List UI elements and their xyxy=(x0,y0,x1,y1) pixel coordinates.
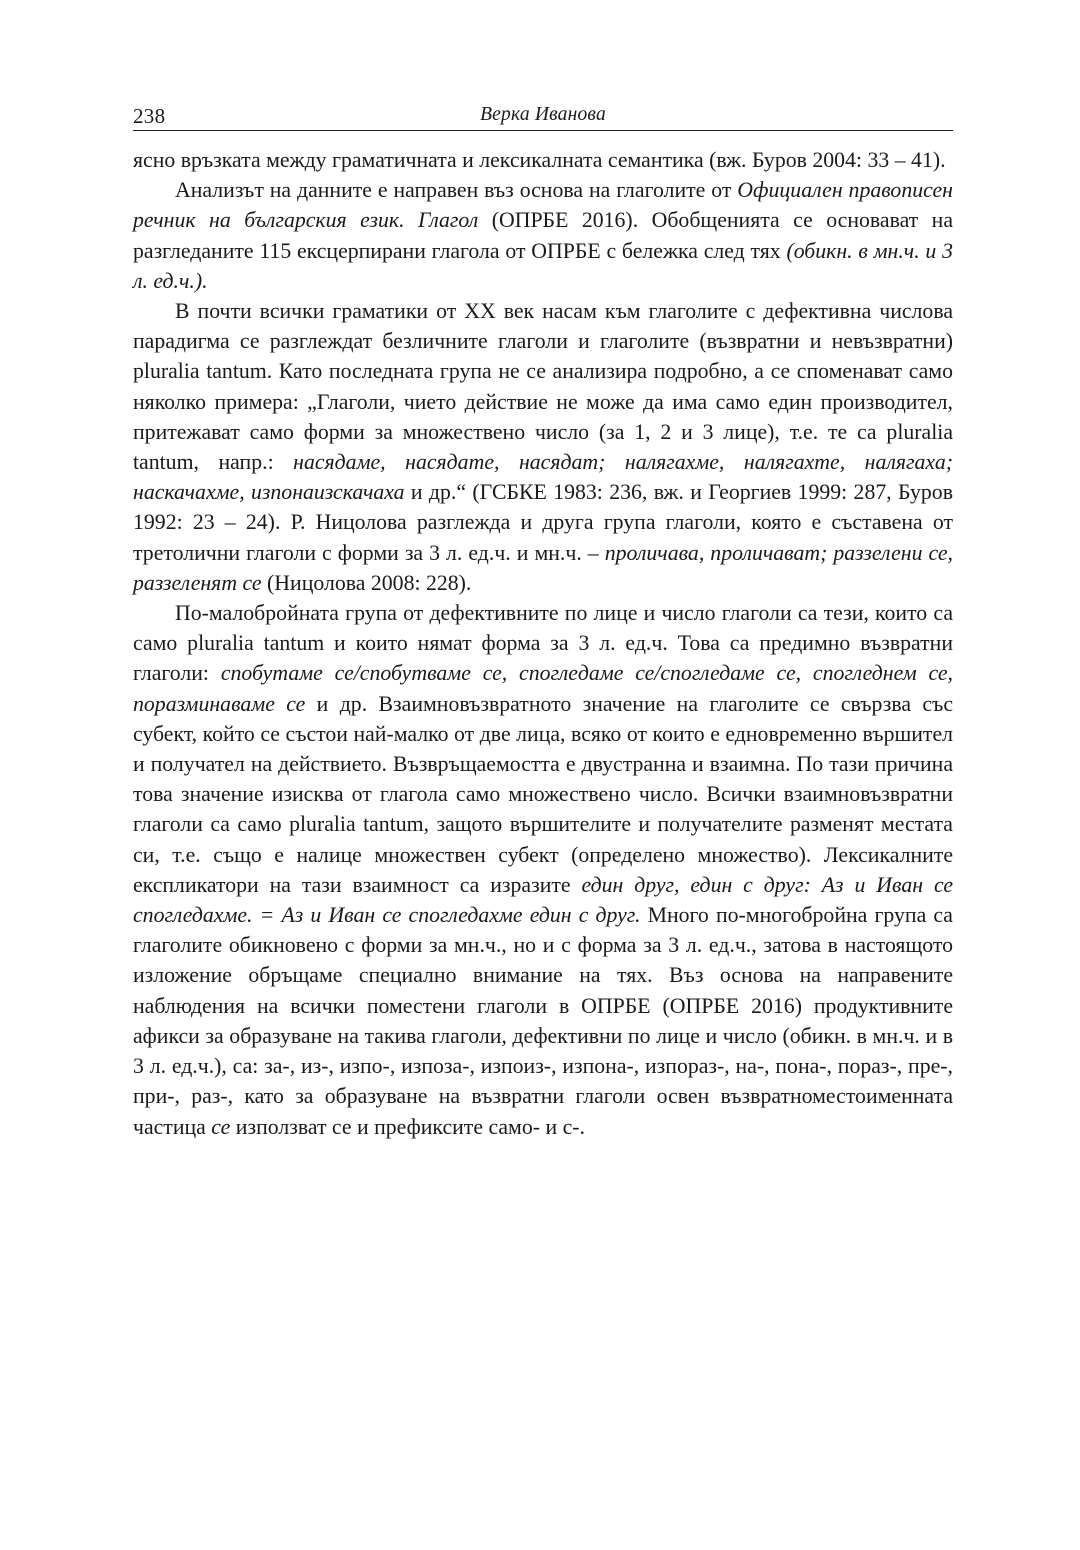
text-segment: По-малобройната група от дефективните по лице и число глаголи са тези, които са само pluralia tantum и които нямат форма за 3 л. ед.ч. Това са предимно възвратни глаголи: xyxy=(133,601,953,686)
running-head-author: Верка Иванова xyxy=(480,104,606,125)
italic-segment: спобутаме се/спобутваме се, споглeдаме се/спогледаме се, спогледнем се, поразминаваме се xyxy=(133,661,953,716)
text-segment: Анализът на данните е направен въз основа на глаголите от xyxy=(175,178,738,203)
page-header xyxy=(133,100,953,131)
italic-segment: (обикн. в мн.ч. и 3 л. ед.ч.). xyxy=(133,238,953,293)
text-segment: (Ницолова 2008: 228). xyxy=(261,570,472,595)
page-number: 238 xyxy=(133,104,166,128)
italic-segment: се xyxy=(211,1114,231,1139)
text-segment: и др. Взаимновъзвратното значение на глаголите се свързва със субект, който се състои най-малко от две лица, всяко от които е едновременно вършител и получател на действието. Възвръщаемостта е двустранна и взаимна. По тази причина това значение изисква от глагола само множествено число. Всички взаимновъзвратни глаголи са само pluralia tantum, защото вършителите и получателите разменят местата си, т.е. също е налице множествен субект (определено множество). Лексикалните експликатори на тази взаимност са изразите xyxy=(133,691,953,897)
text-segment: и др.“ (ГСБКЕ 1983: 236, вж. и Георгиев 1999: 287, Буров 1992: 23 – 24). Р. Ницолова разглежда и друга група глаголи, която е съставена от третолични глаголи с форми за 3 л. ед.ч. и мн.ч. – xyxy=(133,480,953,565)
body-text xyxy=(133,145,953,1142)
paragraph xyxy=(133,175,953,296)
italic-segment: проличава, проличават; раззелени се, раззеленят се xyxy=(133,540,953,595)
text-segment: ясно връзката между граматичната и лексикалната семантика (вж. Буров 2004: 33 – 41). xyxy=(133,148,946,172)
paragraph xyxy=(133,145,953,175)
book-page xyxy=(133,100,953,1142)
italic-segment: насядаме, насядате, насядат; налягахме, налягахте, налягаха; наскачахме, изпонаизскачаха xyxy=(133,450,953,505)
text-segment: Много по-многобройна група са глаголите обикновено с форми за мн.ч., но и с форма за 3 л. ед.ч., затова в настоящото изложение обръщаме специално внимание на тях. Въз основа на направените наблюдения на всички поместени глаголи в ОПРБЕ (ОПРБЕ 2016) продуктивните афикси за образуване на такива глаголи, дефективни по лице и число (обикн. в мн.ч. и в 3 л. ед.ч.), са: за-, из-, изпо-, изпоза-, изпоиз-, изпона-, изпораз-, на-, пона-, пораз-, пре-, при-, раз-, като за образуване на възвратни глаголи освен възвратноместоименната частица xyxy=(133,903,953,1139)
italic-segment: Официален правописен речник на българския език. Глагол xyxy=(133,178,953,233)
paragraph xyxy=(133,296,953,598)
paragraph xyxy=(133,598,953,1142)
italic-segment: един друг, един с друг: Аз и Иван се спогледахме. = Аз и Иван се спогледахме един с друг. xyxy=(133,872,954,928)
text-segment: В почти всички граматики от XX век насам към глаголите с дефективна числова парадигма се разглеждат безличните глаголи и глаголите (възвратни и невъзвратни) pluralia tantum. Като последната група не се анализира подробно, а се споменават само няколко примера: „Глаголи, чието действие не може да има само един производител, притежават само форми за множествено число (за 1, 2 и 3 лице), т.е. те са pluralia tantum, напр.: xyxy=(133,299,953,475)
text-segment: (ОПРБЕ 2016). Обобщенията се основават на разгледаните 115 ексцерпирани глагола от ОПРБЕ с бележка след тях xyxy=(133,208,953,263)
text-segment: използват се и префиксите само- и с-. xyxy=(230,1114,585,1139)
